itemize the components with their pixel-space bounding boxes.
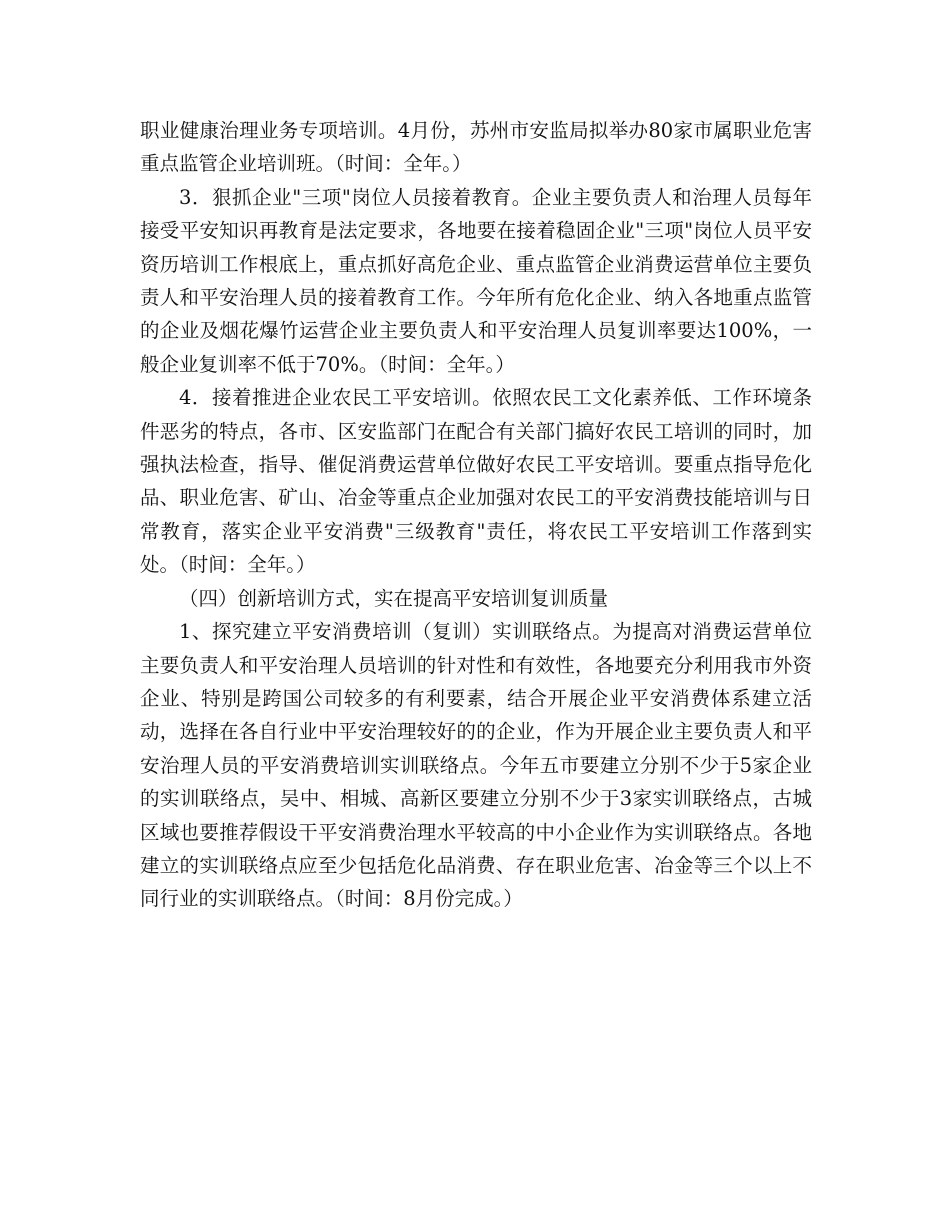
document-page bbox=[140, 114, 812, 916]
section-heading-4: （四）创新培训方式，实在提高平安培训复训质量 bbox=[179, 586, 609, 610]
paragraph-continuation: 职业健康治理业务专项培训。4月份，苏州市安监局拟举办80家市属职业危害重点监管企业培训班。（时间：全年。） bbox=[140, 119, 812, 176]
paragraph-item-3: 3．狠抓企业"三项"岗位人员接着教育。企业主要负责人和治理人员每年接受平安知识再教育是法定要求，各地要在接着稳固企业"三项"岗位人员平安资历培训工作根底上，重点抓好高危企业、重点监管企业消费运营单位主要负责人和平安治理人员的接着教育工作。今年所有危化企业、纳入各地重点监管的企业及烟花爆竹运营企业主要负责人和平安治理人员复训率要达100%，一般企业复训率不低于70%。（时间：全年。） bbox=[140, 185, 812, 376]
paragraph-item-4: 4．接着推进企业农民工平安培训。依照农民工文化素养低、工作环境条件恶劣的特点，各市、区安监部门在配合有关部门搞好农民工培训的同时，加强执法检查，指导、催促消费运营单位做好农民工平安培训。要重点指导危化品、职业危害、矿山、冶金等重点企业加强对农民工的平安消费技能培训与日常教育，落实企业平安消费"三级教育"责任，将农民工平安培训工作落到实处。（时间：全年。） bbox=[140, 386, 812, 577]
paragraph-item-1: 1、探究建立平安消费培训（复训）实训联络点。为提高对消费运营单位主要负责人和平安治理人员培训的针对性和有效性，各地要充分利用我市外资企业、特别是跨国公司较多的有利要素，结合开展企业平安消费体系建立活动，选择在各自行业中平安治理较好的的企业，作为开展企业主要负责人和平安治理人员的平安消费培训实训联络点。今年五市要建立分别不少于5家企业的实训联络点，吴中、相城、高新区要建立分别不少于3家实训联络点，古城区域也要推荐假设干平安消费治理水平较高的中小企业作为实训联络点。各地建立的实训联络点应至少包括危化品消费、存在职业危害、冶金等三个以上不同行业的实训联络点。（时间：8月份完成。） bbox=[140, 620, 812, 911]
